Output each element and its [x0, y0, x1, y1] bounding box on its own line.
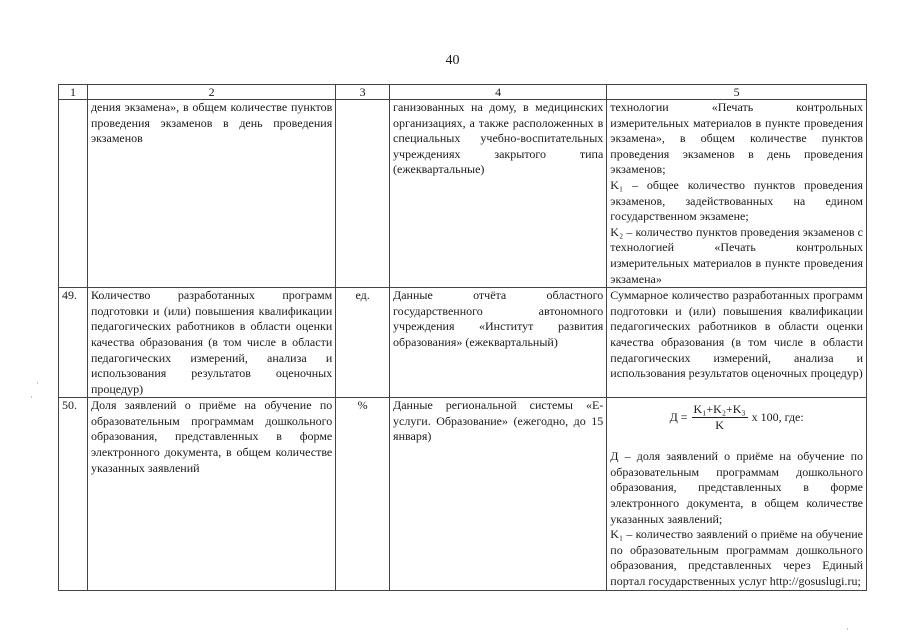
calc-line: K₁ – количество заявлений о приёме на обучение по образовательным программам дошкольного образования, представленных через Единый портал государственных услуг http://gosuslugi.ru;: [610, 527, 863, 589]
calculation-method: [607, 288, 867, 398]
unit-of-measure: ед.: [336, 288, 390, 398]
scan-speck: ·: [30, 392, 33, 402]
row-number: 50.: [59, 398, 88, 590]
table-row: [59, 398, 867, 590]
formula-lhs: Д =: [669, 409, 688, 424]
page-number: 40: [445, 53, 460, 68]
data-source: Данные отчёта областного государственного автономного учреждения «Институт развития образования» (ежеквартальный): [390, 288, 607, 398]
calc-line: Д – доля заявлений о приёме на обучение по образовательным программам дошкольного образования, представленных в форме электронного документа, в общем количестве указанных заявлений;: [610, 449, 863, 526]
calc-line: Суммарное количество разработанных программ подготовки и (или) повышения квалификации педагогических работников в области оценки качества образования (в том числе в области педагогических измерений, анализа и использования результатов оценочных процедур): [610, 288, 863, 381]
table-row: [59, 288, 867, 398]
column-header: 4: [390, 85, 607, 100]
column-header: 5: [607, 85, 867, 100]
row-number: [59, 100, 88, 288]
formula-denominator: K: [715, 418, 724, 433]
calculation-method: [607, 100, 867, 288]
column-header: 3: [336, 85, 390, 100]
unit-of-measure: %: [336, 398, 390, 590]
calc-line: технологии «Печать контрольных измерительных материалов в пункте проведения экзамена», в общем количестве пунктов проведения экзаменов в день проведения экзаменов;: [610, 100, 863, 177]
row-number: 49.: [59, 288, 88, 398]
formula: [610, 402, 863, 433]
indicators-table: [58, 84, 867, 591]
calc-line: K₁ – общее количество пунктов проведения экзаменов, задействованных на едином государственном экзамене;: [610, 177, 863, 224]
indicator-name: дения экзамена», в общем количестве пунктов проведения экзаменов в день проведения экзаменов: [87, 100, 335, 288]
data-source: Данные региональной системы «Е-услуги. Образование» (ежегодно, до 15 января): [390, 398, 607, 590]
calculation-method: [607, 398, 867, 590]
scan-speck: ·: [846, 624, 849, 634]
indicator-name: Доля заявлений о приёме на обучение по образовательным программам дошкольного образования, представленных в форме электронного документа, в общем количестве указанных заявлений: [87, 398, 335, 590]
data-source: ганизованных на дому, в медицинских организациях, а также расположенных в специальных учебно-воспитательных учреждениях закрытого типа (ежеквартальные): [390, 100, 607, 288]
table-header-row: [59, 85, 867, 100]
scan-speck: ·: [36, 378, 39, 388]
unit-of-measure: [336, 100, 390, 288]
formula-numerator: K₁+K₂+K₃: [693, 402, 746, 417]
indicator-name: Количество разработанных программ подготовки и (или) повышения квалификации педагогических работников в области оценки качества образования (в том числе в области педагогических измерений, анализа и использования результатов оценочных процедур): [87, 288, 335, 398]
column-header: 2: [87, 85, 335, 100]
calc-line: K₂ – количество пунктов проведения экзаменов с технологией «Печать контрольных измерительных материалов в пункте проведения экзамена»: [610, 224, 863, 286]
formula-fraction: [692, 402, 748, 433]
table-row: [59, 100, 867, 288]
formula-rhs: x 100, где:: [751, 409, 804, 424]
column-header: 1: [59, 85, 88, 100]
